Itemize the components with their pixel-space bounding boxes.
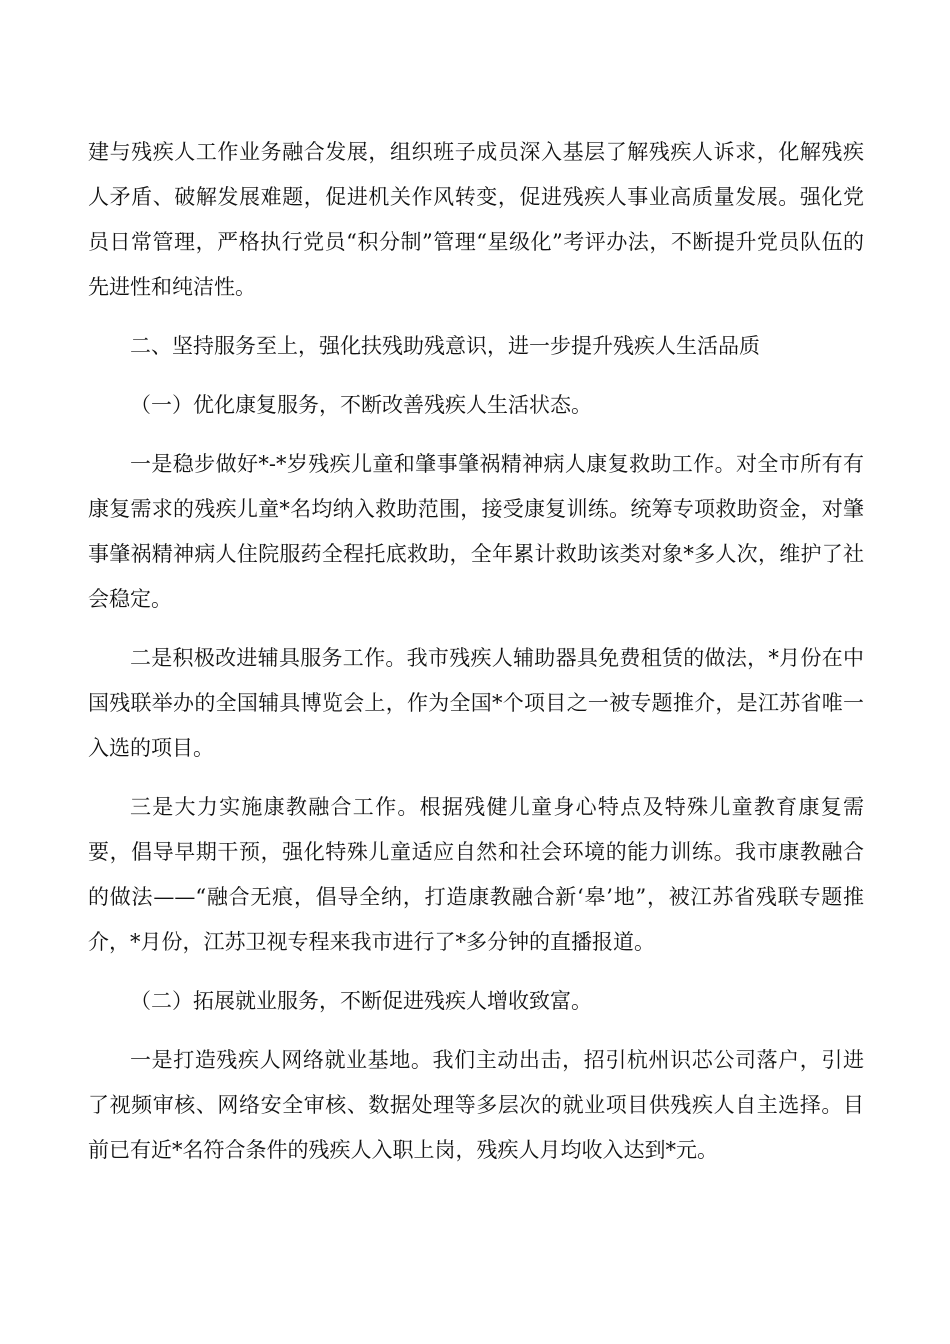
paragraph: 二是积极改进辅具服务工作。我市残疾人辅助器具免费租赁的做法，*月份在中国残联举办的全国辅具博览会上，作为全国*个项目之一被专题推介，是江苏省唯一入选的项目。 (88, 646, 864, 760)
paragraph: 三是大力实施康教融合工作。根据残健儿童身心特点及特殊儿童教育康复需要，倡导早期干预，强化特殊儿童适应自然和社会环境的能力训练。我市康教融合的做法——“融合无痕，倡导全纳，打造康教融合新‘皋’地”，被江苏省残联专题推介，*月份，江苏卫视专程来我市进行了*多分钟的直播报道。 (88, 795, 864, 954)
paragraph: 一是打造残疾人网络就业基地。我们主动出击，招引杭州识芯公司落户，引进了视频审核、网络安全审核、数据处理等多层次的就业项目供残疾人自主选择。目前已有近*名符合条件的残疾人入职上岗，残疾人月均收入达到*元。 (88, 1048, 864, 1162)
document-body (88, 130, 864, 1187)
subsection-heading: （一）优化康复服务，不断改善残疾人生活状态。 (130, 393, 592, 417)
paragraph-continuation: 建与残疾人工作业务融合发展，组织班子成员深入基层了解残疾人诉求，化解残疾人矛盾、破解发展难题，促进机关作风转变，促进残疾人事业高质量发展。强化党员日常管理，严格执行党员“积分制”管理“星级化”考评办法，不断提升党员队伍的先进性和纯洁性。 (88, 140, 864, 299)
paragraph: 一是稳步做好*-*岁残疾儿童和肇事肇祸精神病人康复救助工作。对全市所有有康复需求的残疾儿童*名均纳入救助范围，接受康复训练。统筹专项救助资金，对肇事肇祸精神病人住院服药全程托底救助，全年累计救助该类对象*多人次，维护了社会稳定。 (88, 452, 864, 611)
section-heading: 二、坚持服务至上，强化扶残助残意识，进一步提升残疾人生活品质 (130, 334, 760, 358)
subsection-heading: （二）拓展就业服务，不断促进残疾人增收致富。 (130, 989, 592, 1013)
